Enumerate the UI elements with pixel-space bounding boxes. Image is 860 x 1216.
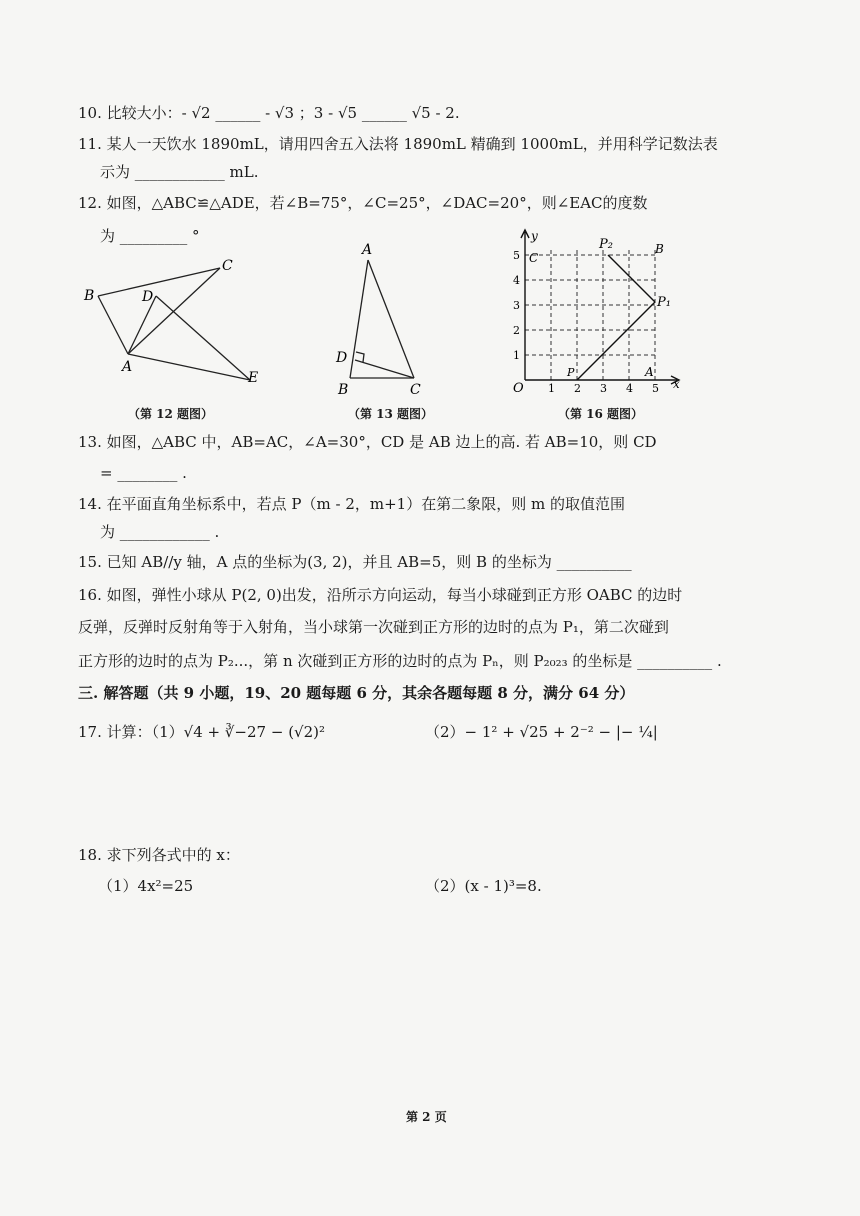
question-14-line1: 14. 在平面直角坐标系中，若点 P（m - 2，m+1）在第二象限，则 m 的取值范围 <box>78 495 625 513</box>
figure-13-caption: （第 13 题图） <box>348 407 434 421</box>
fig12-label-E: E <box>248 370 259 386</box>
fig16-tick-x3: 3 <box>600 382 607 393</box>
figure-16-caption: （第 16 题图） <box>558 407 644 421</box>
fig16-label-P1: P₁ <box>657 295 671 310</box>
question-13-line2: = ________ . <box>100 464 187 482</box>
fig16-tick-x4: 4 <box>626 382 633 393</box>
fig16-label-P: P <box>567 366 575 379</box>
question-12-line1: 12. 如图，△ABC≌△ADE，若∠B=75°，∠C=25°，∠DAC=20°，则∠EAC的度数 <box>78 194 648 212</box>
figure-16 <box>505 228 685 393</box>
question-16-line1: 16. 如图，弹性小球从 P(2, 0)出发，沿所示方向运动，每当小球碰到正方形 OABC 的边时 <box>78 586 683 604</box>
fig12-label-D: D <box>142 289 154 305</box>
fig16-tick-y3: 3 <box>513 299 520 312</box>
fig13-label-A: A <box>362 242 373 258</box>
question-16-line3: 正方形的边时的点为 P₂...，第 n 次碰到正方形的边时的点为 Pₙ，则 P₂₀₂₃ 的坐标是 __________ . <box>78 652 722 670</box>
figure-12 <box>80 250 270 390</box>
fig16-tick-y5: 5 <box>513 249 520 262</box>
question-12-line2: 为 _________ ° <box>100 227 200 245</box>
figure-13 <box>330 238 430 398</box>
fig16-tick-y4: 4 <box>513 274 520 287</box>
fig16-label-O: O <box>513 381 524 393</box>
fig16-label-C: C <box>529 251 539 265</box>
figure-12-caption: （第 12 题图） <box>128 407 214 421</box>
fig16-tick-x2: 2 <box>574 382 581 393</box>
fig12-label-A: A <box>122 359 133 375</box>
fig16-tick-y1: 1 <box>513 349 520 362</box>
fig13-label-B: B <box>338 382 349 398</box>
fig16-tick-x1: 1 <box>548 382 555 393</box>
fig13-label-C: C <box>410 382 421 398</box>
question-17-part1: 17. 计算：（1）√4 + ∛−27 − (√2)² <box>78 723 326 741</box>
question-18-part1: （1）4x²=25 <box>98 877 194 895</box>
section-3-heading: 三. 解答题（共 9 小题，19、20 题每题 6 分，其余各题每题 8 分，满分 64 分） <box>78 684 635 702</box>
question-15: 15. 已知 AB//y 轴，A 点的坐标为(3, 2)，并且 AB=5，则 B 的坐标为 __________ <box>78 553 632 571</box>
fig16-tick-x5: 5 <box>652 382 659 393</box>
question-11-line1: 11. 某人一天饮水 1890mL，请用四舍五入法将 1890mL 精确到 1000mL，并用科学记数法表 <box>78 135 718 153</box>
fig16-label-P2: P₂ <box>599 237 613 252</box>
fig16-label-A: A <box>645 365 654 379</box>
fig16-label-B: B <box>655 242 664 256</box>
question-16-line2: 反弹，反弹时反射角等于入射角，当小球第一次碰到正方形的边时的点为 P₁，第二次碰到 <box>78 618 669 636</box>
question-10: 10. 比较大小：- √2 ______ - √3 ；3 - √5 ______ √5 - 2. <box>78 104 460 122</box>
fig16-label-x: x <box>673 377 680 391</box>
question-11-line2: 示为 ____________ mL. <box>100 163 259 181</box>
page-number: 第 2 页 <box>406 1110 447 1124</box>
question-18: 18. 求下列各式中的 x： <box>78 846 240 864</box>
fig12-label-B: B <box>84 288 95 304</box>
question-17-part2: （2）− 1² + √25 + 2⁻² − |− ¼| <box>425 723 658 741</box>
question-14-line2: 为 ____________ . <box>100 523 220 541</box>
fig13-label-D: D <box>336 350 348 366</box>
question-18-part2: （2）(x - 1)³=8. <box>425 877 542 895</box>
question-13-line1: 13. 如图，△ABC 中，AB=AC，∠A=30°，CD 是 AB 边上的高. 若 AB=10，则 CD <box>78 433 657 451</box>
fig12-label-C: C <box>222 258 233 274</box>
fig16-label-y: y <box>531 229 538 243</box>
fig16-tick-y2: 2 <box>513 324 520 337</box>
